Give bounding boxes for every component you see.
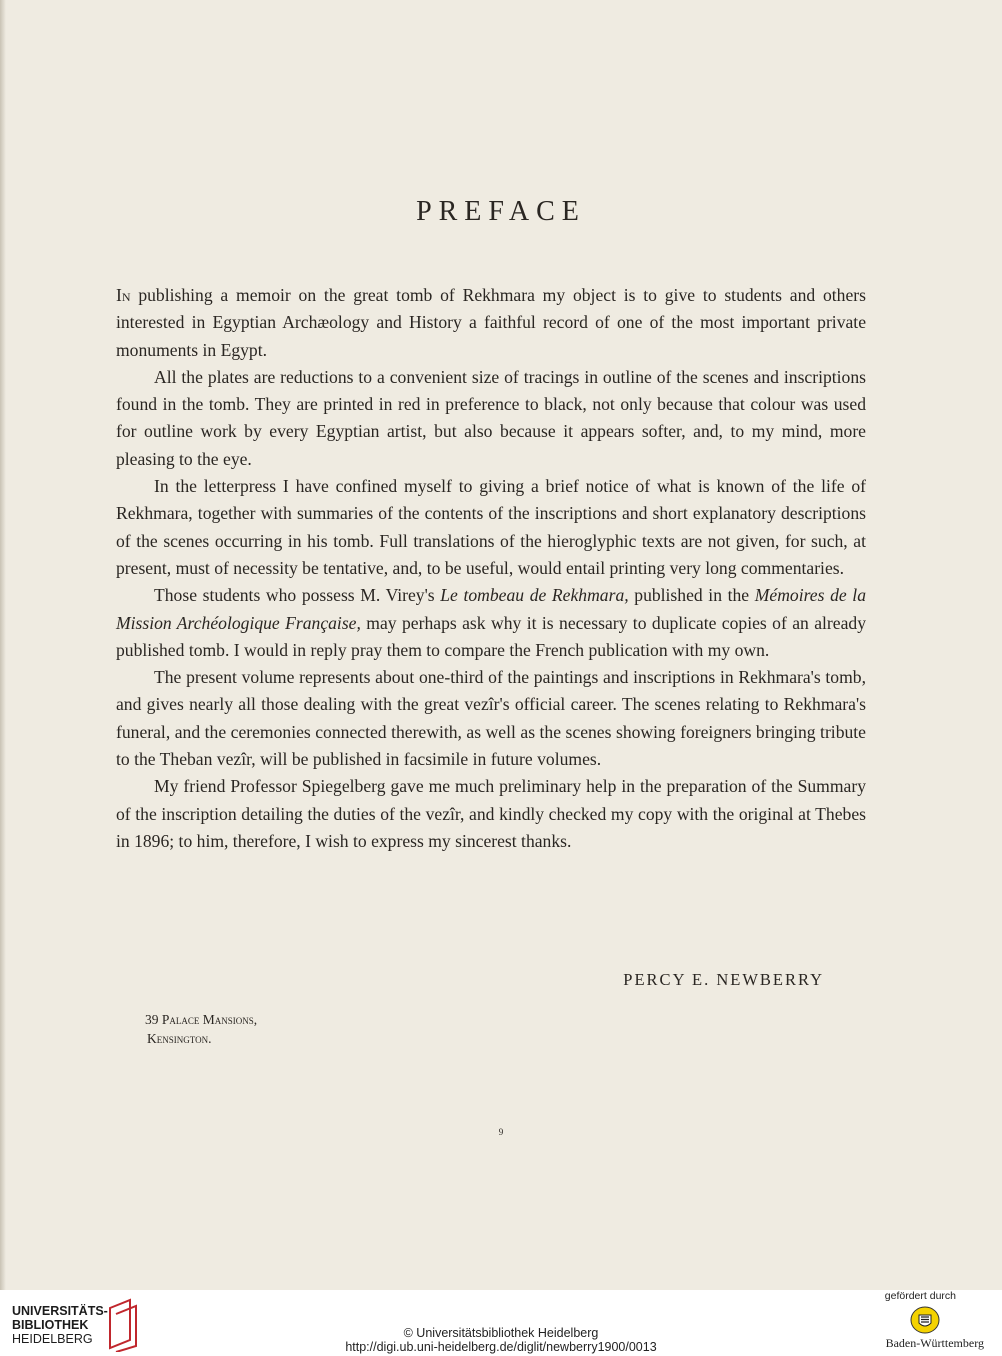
permalink-url[interactable]: http://digi.ub.uni-heidelberg.de/diglit/newberry1900/0013 [345, 1340, 657, 1354]
library-name-line-3: HEIDELBERG [12, 1332, 93, 1346]
address-line-1: 39 Palace Mansions, [145, 1012, 258, 1027]
preface-body [116, 282, 866, 855]
library-name-line-2: BIBLIOTHEK [12, 1318, 89, 1332]
digitization-footer [0, 1290, 1002, 1356]
paragraph-3: In the letterpress I have confined myself to giving a brief notice of what is known of the life of Rekhmara, together with summaries of the contents of the inscriptions and short explanatory descriptions of the scenes occurring in his tomb. Full translations of the hieroglyphic texts are not given, for such, at present, must of necessity be tentative, and, to be useful, would entail printing very long commentaries. [116, 476, 866, 578]
state-name: Baden-Württemberg [885, 1336, 984, 1350]
state-crest-icon [910, 1306, 940, 1334]
paragraph-4-text-a: Those students who possess M. Virey's [154, 585, 441, 606]
paragraph-1 [116, 282, 866, 364]
page-number: 9 [498, 1127, 504, 1137]
paragraph-4-text-c: may perhaps ask why it is necessary to duplicate copies of an already published tomb. I would in reply pray them to compare the French publication with my own. [116, 612, 866, 660]
paragraph-4-text-b: published in the [628, 585, 755, 606]
paragraph-4 [116, 582, 866, 664]
author-address [145, 1010, 257, 1048]
paragraph-2: All the plates are reductions to a convenient size of tracings in outline of the scenes and inscriptions found in the tomb. They are printed in red in preference to black, not only because that colour was used for outline work by every Egyptian artist, but also because it appears softer, and, to my mind, more pleasing to the eye. [116, 366, 866, 469]
address-line-2: Kensington. [147, 1031, 212, 1046]
copyright-text: © Universitätsbibliothek Heidelberg [403, 1326, 599, 1340]
page-edge-shadow [0, 0, 6, 1290]
paragraph-5: The present volume represents about one-third of the paintings and inscriptions in Rekhmara's tomb, and gives nearly all those dealing with the great vezîr's official career. The scenes relating to Rekhmara's funeral, and the ceremonies connected therewith, as well as the scenes showing foreigners bringing tribute to the Theban vezîr, will be published in facsimile in future volumes. [116, 667, 866, 770]
funded-by-label: gefördert durch [884, 1290, 956, 1302]
copyright-block [0, 1326, 1002, 1354]
page-title: PREFACE [416, 196, 586, 227]
book-title-italic: Le tombeau de Rekhmara, [440, 585, 629, 606]
library-name-line-1: UNIVERSITÄTS- [12, 1304, 108, 1318]
paragraph-1-text: publishing a memoir on the great tomb of Rekhmara my object is to give to students and others interested in Egyptian Archæology and History a faithful record of one of the most important private monuments in Egypt. [116, 285, 866, 360]
paragraph-6: My friend Professor Spiegelberg gave me much preliminary help in the preparation of the Summary of the inscription detailing the duties of the vezîr, and kindly checked my copy with the original at Thebes in 1896; to him, therefore, I wish to express my sincerest thanks. [116, 776, 866, 851]
drop-lead-word: In [116, 285, 131, 305]
author-signature: PERCY E. NEWBERRY [623, 970, 824, 989]
series-title-italic: Mémoires de la Mission Archéologique Française, [116, 585, 866, 633]
